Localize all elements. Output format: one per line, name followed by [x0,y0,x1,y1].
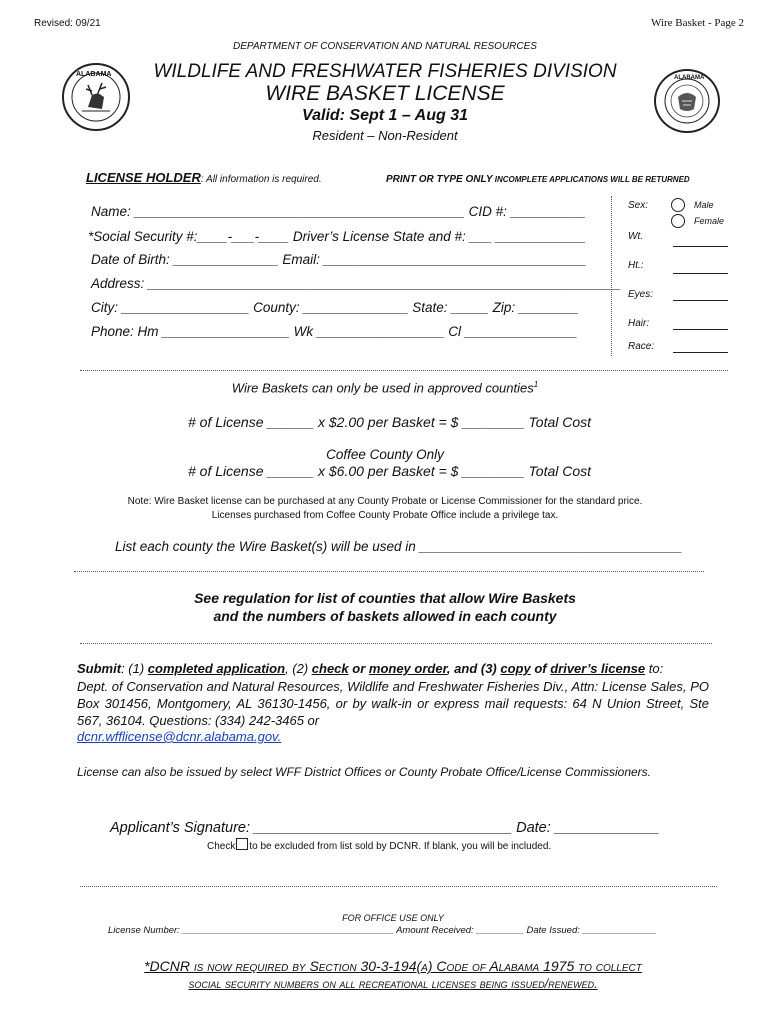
also-issued-note: License can also be issued by select WFF District Offices or County Probate Office/License Commissioners. [77,765,652,779]
ssn-notice-line-2: social security numbers on all recreational licenses being issued/renewed. [188,977,598,991]
column-divider [611,196,612,356]
department-title: DEPARTMENT OF CONSERVATION AND NATURAL RESOURCES [233,41,537,52]
email-link[interactable]: dcnr.wfflicense@dcnr.alabama.gov. [77,729,282,744]
check-post-text: to be excluded from list sold by DCNR. If blank, you will be included. [249,841,552,852]
male-radio[interactable] [671,198,685,212]
female-label: Female [694,216,725,226]
height-field[interactable] [673,273,728,274]
sex-label: Sex: [628,200,649,211]
standard-cost-line[interactable]: # of License ______ x $2.00 per Basket = $ ________ Total Cost [188,414,592,430]
office-use-title: FOR OFFICE USE ONLY [342,913,444,923]
of-text: of [530,661,551,676]
office-use-fields: License Number: ________________________________________ Amount Received: _________ Date Issued: ______________ [108,925,657,936]
address-field[interactable]: Address: _______________________________________________________________ [91,276,622,291]
eyes-label: Eyes: [628,289,654,300]
ssn-license-field[interactable]: *Social Security #:____-___-____ Driver’s License State and #: ___ ____________ [88,229,586,244]
signature-date-field[interactable]: Applicant’s Signature: ________________________________ Date: _____________ [110,820,660,836]
exclude-checkbox[interactable] [236,838,248,850]
residency-text: Resident – Non-Resident [312,128,458,143]
revised-date: Revised: 09/21 [34,18,101,29]
approved-counties-text: Wire Baskets can only be used in approved counties [231,380,534,396]
license-holder-label: LICENSE HOLDER [86,170,201,185]
hair-label: Hair: [628,318,650,329]
section-divider-4 [80,886,717,887]
right-seal-text: ALABAMA [674,75,705,81]
phone-field[interactable]: Phone: Hm _________________ Wk _________________ Cl _______________ [91,324,578,339]
purchase-note-2: Licenses purchased from Coffee County Probate Office include a privilege tax. [211,510,559,521]
female-radio[interactable] [671,214,685,228]
valid-dates: Valid: Sept 1 – Aug 31 [302,107,468,124]
submit-part-2: , (2) [285,661,312,676]
submit-instructions [77,661,663,676]
license-title: WIRE BASKET LICENSE [265,82,505,105]
male-label: Male [694,200,714,210]
submit-part-3: , and (3) [446,661,501,676]
purchase-note-1: Note: Wire Basket license can be purchased at any County Probate or License Commissioner for the standard price. [127,496,643,507]
regulation-line-1: See regulation for list of counties that allow Wire Baskets [194,590,576,606]
money-order-text: money order [368,661,447,676]
left-seal-text: ALABAMA [76,71,112,78]
ssn-notice-line-1: *DCNR is now required by Section 30-3-194(a) Code of Alabama 1975 to collect [144,958,642,974]
check-pre-text: Check [207,841,236,852]
section-divider-1 [80,370,728,371]
hair-field[interactable] [673,329,728,330]
print-bold: PRINT OR TYPE ONLY [386,174,493,185]
name-cid-field[interactable]: Name: ____________________________________________ CID #: __________ [91,204,586,219]
race-field[interactable] [673,352,728,353]
submit-label: Submit [77,661,122,676]
eyes-field[interactable] [673,300,728,301]
height-label: Ht.: [628,260,644,271]
license-holder-heading [86,170,322,185]
approved-counties-note [0,380,770,395]
section-divider-3 [80,643,712,644]
coffee-county-label: Coffee County Only [326,447,444,462]
coffee-cost-line[interactable]: # of License ______ x $6.00 per Basket = $ ________ Total Cost [188,463,592,479]
print-rest: INCOMPLETE APPLICATIONS WILL BE RETURNED [492,175,690,184]
mailing-address-paragraph: Dept. of Conservation and Natural Resources, Wildlife and Freshwater Fisheries Div., Attn: License Sales, PO Box 301456, Montgomery, AL 36130-1456, or by walk-in or express mail requests: 64 N Union Street, Ste 567, 36104. Questions: (334) 242-3465 or [77,679,709,728]
submit-part-1: : (1) [121,661,148,676]
exclusion-note [207,838,551,852]
to-text: to: [645,661,664,676]
print-notice [386,174,690,185]
required-note: : All information is required. [200,174,322,185]
or-text: or [348,661,369,676]
footnote-marker: 1 [533,380,539,389]
list-county-field[interactable]: List each county the Wire Basket(s) will be used in ___________________________________ [115,539,683,554]
division-title: WILDLIFE AND FRESHWATER FISHERIES DIVISION [153,61,617,82]
dob-email-field[interactable]: Date of Birth: ______________ Email: ___________________________________ [91,252,587,267]
regulation-line-2: and the numbers of baskets allowed in each county [213,608,557,624]
drivers-license-text: driver’s license [550,661,646,676]
city-county-state-zip-field[interactable]: City: _________________ County: ______________ State: _____ Zip: ________ [91,300,579,315]
section-divider-2 [74,571,704,572]
weight-label: Wt. [628,231,643,242]
race-label: Race: [628,341,655,352]
copy-text: copy [500,661,531,676]
weight-field[interactable] [673,246,728,247]
page-label: Wire Basket - Page 2 [650,17,744,29]
completed-application-text: completed application [147,661,286,676]
check-text: check [311,661,349,676]
